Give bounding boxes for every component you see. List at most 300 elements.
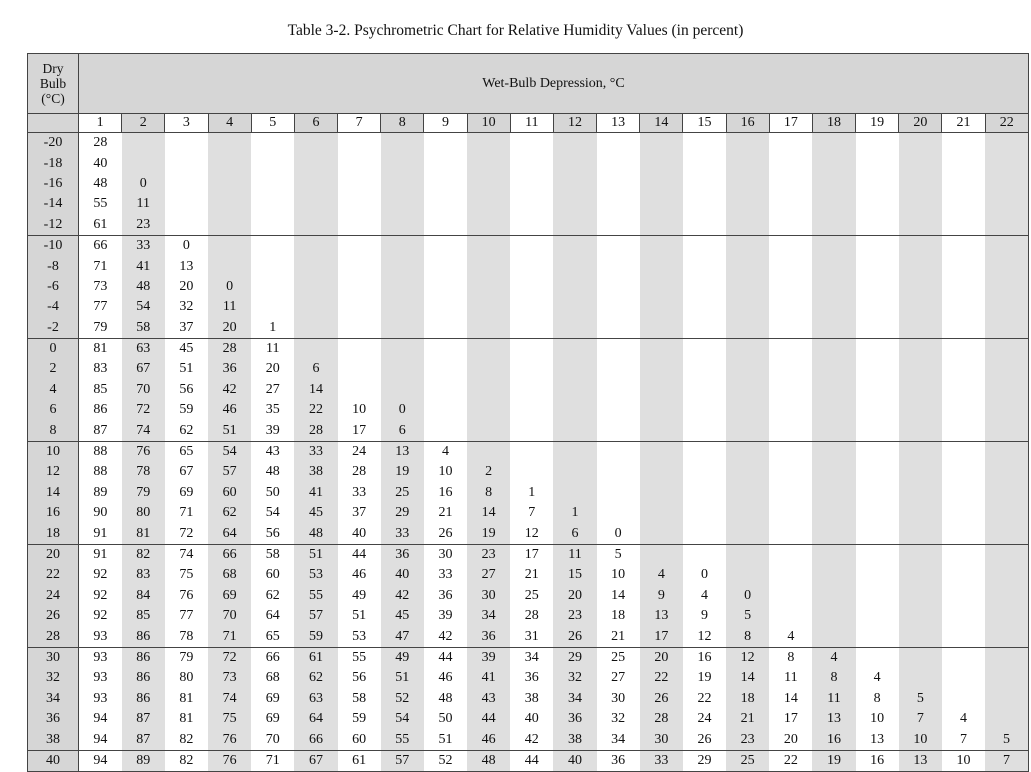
humidity-value-cell <box>856 420 899 441</box>
humidity-value-cell: 20 <box>179 278 194 294</box>
humidity-value-cell: 14 <box>726 668 769 688</box>
humidity-value-cell: 45 <box>381 606 424 626</box>
humidity-value-cell <box>812 483 855 503</box>
humidity-value-cell: 54 <box>381 709 424 729</box>
humidity-value-cell <box>640 277 683 297</box>
humidity-value-cell: 41 <box>122 256 165 276</box>
humidity-value-cell: 78 <box>179 628 194 644</box>
table-row <box>28 297 1029 317</box>
humidity-value-cell: 0 <box>726 586 769 606</box>
humidity-value-cell <box>467 256 510 276</box>
humidity-value-cell <box>769 338 812 359</box>
humidity-value-cell: 10 <box>438 464 453 480</box>
humidity-value-cell <box>294 235 337 256</box>
humidity-value-cell: 36 <box>467 626 510 647</box>
humidity-value-cell: 91 <box>79 544 122 565</box>
humidity-value-cell: 88 <box>79 441 122 462</box>
humidity-value-cell: 86 <box>93 402 108 418</box>
humidity-value-cell: 11 <box>812 689 855 709</box>
humidity-value-cell <box>683 235 726 256</box>
humidity-value-cell <box>338 359 381 379</box>
humidity-value-cell: 17 <box>640 626 683 647</box>
humidity-value-cell: 83 <box>122 565 165 585</box>
humidity-value-cell <box>985 215 1028 236</box>
humidity-value-cell: 64 <box>265 608 280 624</box>
table-row <box>28 441 1029 462</box>
humidity-value-cell <box>942 626 985 647</box>
humidity-value-cell: 53 <box>352 628 367 644</box>
depression-header-cell: 19 <box>856 114 899 133</box>
humidity-value-cell: 48 <box>265 464 280 480</box>
humidity-value-cell: 51 <box>438 731 453 747</box>
humidity-value-cell: 33 <box>381 523 424 544</box>
humidity-value-cell <box>856 215 899 236</box>
humidity-value-cell <box>726 483 769 503</box>
humidity-value-cell: 14 <box>611 587 626 603</box>
humidity-value-cell: 37 <box>179 319 194 335</box>
humidity-value-cell: 39 <box>265 422 280 438</box>
humidity-value-cell <box>553 235 596 256</box>
humidity-value-cell: 51 <box>381 668 424 688</box>
humidity-value-cell: 12 <box>524 525 539 541</box>
humidity-value-cell: 76 <box>122 441 165 462</box>
humidity-value-cell <box>942 420 985 441</box>
humidity-value-cell <box>597 380 640 400</box>
humidity-value-cell: 13 <box>640 606 683 626</box>
humidity-value-cell <box>683 297 726 317</box>
humidity-value-cell <box>208 153 251 173</box>
humidity-value-cell <box>467 359 510 379</box>
humidity-value-cell: 8 <box>467 483 510 503</box>
humidity-value-cell <box>985 668 1028 688</box>
humidity-value-cell <box>856 462 899 482</box>
humidity-value-cell <box>856 647 899 668</box>
depression-header-cell: 2 <box>122 114 165 133</box>
humidity-value-cell <box>985 523 1028 544</box>
humidity-value-cell: 33 <box>294 441 337 462</box>
humidity-value-cell: 66 <box>79 235 122 256</box>
dry-bulb-temp-cell: 2 <box>28 359 79 379</box>
humidity-value-cell: 8 <box>873 690 881 706</box>
humidity-value-cell <box>553 420 596 441</box>
dry-bulb-temp-cell: 34 <box>28 689 79 709</box>
humidity-value-cell: 42 <box>438 628 453 644</box>
humidity-value-cell <box>985 544 1028 565</box>
humidity-value-cell <box>899 586 942 606</box>
humidity-value-cell <box>338 174 381 194</box>
humidity-value-cell <box>856 483 899 503</box>
humidity-value-cell <box>769 133 812 154</box>
humidity-value-cell <box>510 235 553 256</box>
dry-bulb-header-line: Bulb <box>39 76 67 91</box>
humidity-value-cell <box>510 194 553 214</box>
dry-bulb-temp-cell: -20 <box>28 133 79 154</box>
humidity-value-cell <box>856 565 899 585</box>
dry-bulb-temp-cell: 30 <box>28 647 79 668</box>
humidity-value-cell <box>985 420 1028 441</box>
humidity-value-cell <box>769 420 812 441</box>
humidity-value-cell: 1 <box>528 484 536 500</box>
humidity-value-cell: 62 <box>294 668 337 688</box>
humidity-value-cell <box>942 297 985 317</box>
humidity-value-cell <box>769 235 812 256</box>
table-row <box>28 194 1029 214</box>
depression-header-cell: 1 <box>79 114 122 133</box>
table-row <box>28 668 1029 688</box>
table-row <box>28 359 1029 379</box>
humidity-value-cell: 66 <box>294 729 337 750</box>
humidity-value-cell: 71 <box>208 626 251 647</box>
humidity-value-cell: 18 <box>726 689 769 709</box>
humidity-value-cell: 14 <box>467 503 510 523</box>
humidity-value-cell: 0 <box>208 277 251 297</box>
humidity-value-cell: 81 <box>179 711 194 727</box>
humidity-value-cell: 27 <box>611 670 626 686</box>
humidity-value-cell: 48 <box>294 523 337 544</box>
humidity-value-cell <box>769 194 812 214</box>
humidity-value-cell <box>683 318 726 339</box>
humidity-value-cell: 32 <box>553 668 596 688</box>
humidity-value-cell <box>251 153 294 173</box>
humidity-value-cell <box>899 297 942 317</box>
humidity-value-cell <box>812 297 855 317</box>
humidity-value-cell: 4 <box>960 711 968 727</box>
humidity-value-cell: 85 <box>122 606 165 626</box>
humidity-value-cell: 2 <box>467 462 510 482</box>
humidity-value-cell <box>424 297 467 317</box>
humidity-value-cell: 40 <box>352 525 367 541</box>
humidity-value-cell <box>683 359 726 379</box>
humidity-value-cell: 8 <box>726 626 769 647</box>
humidity-value-cell <box>812 359 855 379</box>
humidity-value-cell <box>812 174 855 194</box>
humidity-value-cell: 13 <box>899 750 942 771</box>
humidity-value-cell <box>769 297 812 317</box>
dry-bulb-temp-cell: 6 <box>28 400 79 420</box>
humidity-value-cell: 26 <box>640 689 683 709</box>
humidity-value-cell: 59 <box>352 711 367 727</box>
humidity-value-cell: 28 <box>524 608 539 624</box>
humidity-value-cell <box>726 215 769 236</box>
humidity-value-cell <box>726 256 769 276</box>
humidity-value-cell: 72 <box>179 525 194 541</box>
humidity-value-cell <box>467 133 510 154</box>
humidity-value-cell <box>294 256 337 276</box>
humidity-value-cell: 57 <box>381 750 424 771</box>
humidity-value-cell: 9 <box>640 586 683 606</box>
humidity-value-cell <box>338 153 381 173</box>
humidity-value-cell: 4 <box>700 587 708 603</box>
humidity-value-cell <box>640 503 683 523</box>
humidity-value-cell: 73 <box>93 278 108 294</box>
humidity-value-cell <box>856 523 899 544</box>
table-row <box>28 380 1029 400</box>
humidity-value-cell: 26 <box>553 626 596 647</box>
humidity-value-cell <box>424 400 467 420</box>
humidity-value-cell <box>726 174 769 194</box>
humidity-value-cell <box>467 235 510 256</box>
humidity-value-cell <box>510 153 553 173</box>
humidity-value-cell <box>208 174 251 194</box>
humidity-value-cell <box>553 194 596 214</box>
depression-header-cell: 3 <box>165 114 208 133</box>
humidity-value-cell: 72 <box>208 647 251 668</box>
humidity-value-cell: 62 <box>265 587 280 603</box>
humidity-value-cell: 6 <box>294 359 337 379</box>
humidity-value-cell <box>683 194 726 214</box>
humidity-value-cell: 36 <box>438 587 453 603</box>
humidity-value-cell: 22 <box>294 400 337 420</box>
humidity-value-cell <box>640 174 683 194</box>
humidity-value-cell <box>510 338 553 359</box>
humidity-value-cell <box>856 133 899 154</box>
humidity-value-cell <box>985 318 1028 339</box>
humidity-value-cell <box>208 133 251 154</box>
humidity-value-cell: 53 <box>294 565 337 585</box>
humidity-value-cell: 74 <box>165 544 208 565</box>
humidity-value-cell <box>467 380 510 400</box>
humidity-value-cell: 56 <box>352 670 367 686</box>
humidity-value-cell <box>640 256 683 276</box>
humidity-value-cell <box>985 400 1028 420</box>
humidity-value-cell <box>899 153 942 173</box>
humidity-value-cell: 36 <box>208 359 251 379</box>
humidity-value-cell <box>769 256 812 276</box>
humidity-value-cell: 38 <box>553 729 596 750</box>
humidity-value-cell: 38 <box>294 462 337 482</box>
humidity-value-cell: 40 <box>381 565 424 585</box>
humidity-value-cell <box>856 318 899 339</box>
humidity-value-cell <box>424 235 467 256</box>
depression-header-cell: 18 <box>812 114 855 133</box>
humidity-value-cell: 44 <box>510 750 553 771</box>
humidity-value-cell: 31 <box>524 628 539 644</box>
humidity-value-cell <box>251 256 294 276</box>
humidity-value-cell: 36 <box>524 670 539 686</box>
humidity-value-cell: 64 <box>208 523 251 544</box>
humidity-value-cell: 14 <box>294 380 337 400</box>
humidity-value-cell <box>381 174 424 194</box>
humidity-value-cell: 16 <box>683 647 726 668</box>
humidity-value-cell <box>640 483 683 503</box>
humidity-value-cell: 81 <box>122 523 165 544</box>
humidity-value-cell: 87 <box>122 709 165 729</box>
humidity-value-cell <box>553 318 596 339</box>
humidity-value-cell: 93 <box>93 628 108 644</box>
humidity-value-cell: 74 <box>208 689 251 709</box>
humidity-value-cell <box>856 235 899 256</box>
humidity-value-cell: 52 <box>424 750 467 771</box>
humidity-value-cell <box>553 256 596 276</box>
humidity-value-cell: 28 <box>79 133 122 154</box>
humidity-value-cell <box>985 256 1028 276</box>
humidity-value-cell <box>467 420 510 441</box>
humidity-value-cell: 92 <box>93 567 108 583</box>
humidity-value-cell <box>726 277 769 297</box>
humidity-value-cell <box>640 523 683 544</box>
humidity-value-cell <box>381 153 424 173</box>
humidity-value-cell <box>510 359 553 379</box>
humidity-value-cell <box>424 277 467 297</box>
humidity-value-cell: 5 <box>597 544 640 565</box>
depression-header-row <box>28 114 1029 133</box>
humidity-value-cell: 86 <box>122 626 165 647</box>
humidity-value-cell: 51 <box>294 544 337 565</box>
humidity-value-cell <box>726 544 769 565</box>
humidity-value-cell <box>726 359 769 379</box>
humidity-value-cell: 10 <box>352 402 367 418</box>
humidity-value-cell: 41 <box>467 668 510 688</box>
humidity-value-cell: 55 <box>294 586 337 606</box>
humidity-value-cell: 25 <box>726 750 769 771</box>
humidity-value-cell: 59 <box>294 626 337 647</box>
humidity-value-cell <box>856 297 899 317</box>
humidity-value-cell <box>510 380 553 400</box>
humidity-value-cell <box>812 256 855 276</box>
table-row <box>28 689 1029 709</box>
humidity-value-cell: 22 <box>769 750 812 771</box>
humidity-value-cell <box>553 462 596 482</box>
humidity-value-cell <box>769 523 812 544</box>
humidity-value-cell <box>899 503 942 523</box>
humidity-value-cell: 26 <box>438 525 453 541</box>
humidity-value-cell <box>812 565 855 585</box>
humidity-value-cell <box>812 523 855 544</box>
dry-bulb-temp-cell: 38 <box>28 729 79 750</box>
humidity-value-cell: 87 <box>93 422 108 438</box>
humidity-value-cell: 71 <box>251 750 294 771</box>
humidity-value-cell: 21 <box>611 628 626 644</box>
humidity-value-cell <box>683 503 726 523</box>
humidity-value-cell: 75 <box>208 709 251 729</box>
humidity-value-cell <box>338 277 381 297</box>
humidity-value-cell <box>424 318 467 339</box>
humidity-value-cell <box>338 318 381 339</box>
humidity-value-cell <box>856 256 899 276</box>
depression-header-cell: 16 <box>726 114 769 133</box>
humidity-value-cell: 36 <box>597 750 640 771</box>
humidity-value-cell <box>683 544 726 565</box>
humidity-value-cell <box>812 544 855 565</box>
humidity-value-cell: 63 <box>294 689 337 709</box>
humidity-value-cell: 25 <box>597 647 640 668</box>
humidity-value-cell: 34 <box>467 606 510 626</box>
humidity-value-cell: 93 <box>79 647 122 668</box>
depression-header-cell: 17 <box>769 114 812 133</box>
humidity-value-cell <box>769 606 812 626</box>
humidity-value-cell <box>726 318 769 339</box>
humidity-value-cell: 94 <box>79 750 122 771</box>
humidity-value-cell <box>899 462 942 482</box>
dry-bulb-temp-cell: 10 <box>28 441 79 462</box>
humidity-value-cell: 23 <box>726 729 769 750</box>
humidity-value-cell <box>251 235 294 256</box>
humidity-value-cell: 64 <box>294 709 337 729</box>
humidity-value-cell <box>769 503 812 523</box>
humidity-value-cell <box>985 359 1028 379</box>
table-row <box>28 256 1029 276</box>
humidity-value-cell <box>510 462 553 482</box>
humidity-value-cell: 10 <box>899 729 942 750</box>
humidity-value-cell: 8 <box>812 668 855 688</box>
humidity-value-cell: 34 <box>510 647 553 668</box>
dry-bulb-temp-cell: 24 <box>28 586 79 606</box>
humidity-value-cell: 42 <box>208 380 251 400</box>
humidity-value-cell <box>856 194 899 214</box>
humidity-value-cell <box>553 277 596 297</box>
humidity-value-cell: 28 <box>294 420 337 441</box>
depression-header-cell: 20 <box>899 114 942 133</box>
depression-header-cell: 10 <box>467 114 510 133</box>
humidity-value-cell <box>726 420 769 441</box>
humidity-value-cell <box>856 338 899 359</box>
humidity-value-cell: 17 <box>510 544 553 565</box>
humidity-value-cell: 33 <box>352 484 367 500</box>
dry-bulb-temp-cell: 14 <box>28 483 79 503</box>
humidity-value-cell <box>294 215 337 236</box>
humidity-value-cell <box>985 483 1028 503</box>
humidity-value-cell <box>899 318 942 339</box>
humidity-value-cell: 62 <box>208 503 251 523</box>
humidity-value-cell <box>251 174 294 194</box>
humidity-value-cell <box>597 359 640 379</box>
humidity-value-cell <box>899 626 942 647</box>
humidity-value-cell: 40 <box>93 155 108 171</box>
humidity-value-cell <box>942 277 985 297</box>
humidity-value-cell: 16 <box>812 729 855 750</box>
humidity-value-cell <box>899 668 942 688</box>
humidity-value-cell <box>726 380 769 400</box>
humidity-value-cell: 28 <box>352 464 367 480</box>
humidity-value-cell <box>510 297 553 317</box>
humidity-value-cell: 11 <box>251 338 294 359</box>
table-row <box>28 462 1029 482</box>
humidity-value-cell <box>597 133 640 154</box>
humidity-value-cell <box>467 174 510 194</box>
humidity-value-cell <box>467 277 510 297</box>
humidity-value-cell <box>985 503 1028 523</box>
humidity-value-cell: 0 <box>614 525 622 541</box>
humidity-value-cell: 51 <box>352 608 367 624</box>
humidity-value-cell: 66 <box>251 647 294 668</box>
humidity-value-cell <box>251 194 294 214</box>
humidity-value-cell <box>985 441 1028 462</box>
humidity-value-cell <box>812 338 855 359</box>
humidity-value-cell <box>553 153 596 173</box>
humidity-value-cell: 39 <box>438 608 453 624</box>
humidity-value-cell <box>942 359 985 379</box>
humidity-value-cell <box>899 380 942 400</box>
humidity-value-cell <box>856 586 899 606</box>
humidity-value-cell: 60 <box>265 567 280 583</box>
table-row <box>28 503 1029 523</box>
humidity-value-cell <box>338 338 381 359</box>
table-row <box>28 750 1029 771</box>
humidity-value-cell: 30 <box>424 544 467 565</box>
humidity-value-cell <box>338 194 381 214</box>
humidity-value-cell: 20 <box>783 731 798 747</box>
humidity-value-cell <box>683 338 726 359</box>
humidity-value-cell <box>553 338 596 359</box>
humidity-value-cell: 34 <box>611 731 626 747</box>
humidity-value-cell <box>467 338 510 359</box>
humidity-value-cell <box>338 297 381 317</box>
humidity-value-cell <box>942 647 985 668</box>
humidity-value-cell <box>381 133 424 154</box>
humidity-value-cell <box>683 380 726 400</box>
dry-bulb-temp-cell: -10 <box>28 235 79 256</box>
humidity-value-cell: 19 <box>467 523 510 544</box>
